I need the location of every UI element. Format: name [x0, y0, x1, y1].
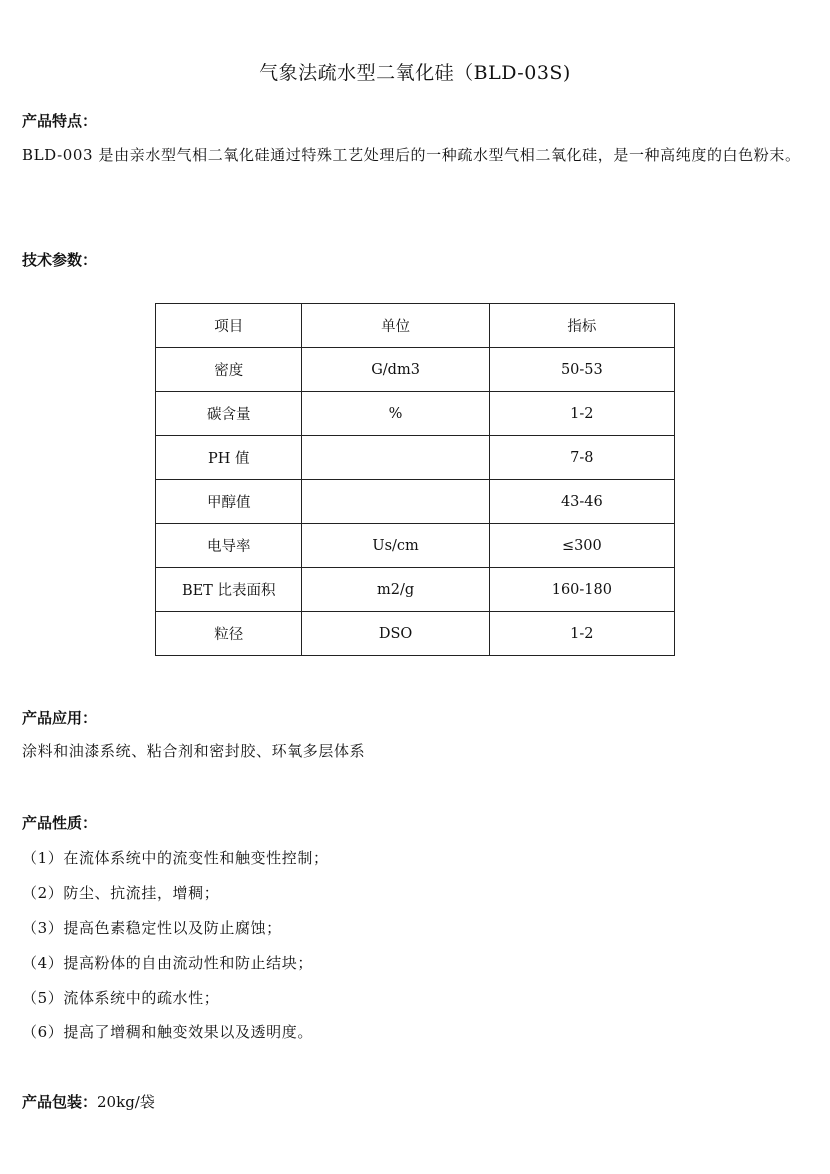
specs-heading: 技术参数：: [22, 251, 98, 269]
table-row: [156, 568, 675, 612]
packaging-line: [22, 1091, 155, 1112]
property-item: （2）防尘、抗流挂，增稠；: [22, 884, 220, 902]
table-header-row: [156, 304, 675, 348]
table-cell: 电导率: [156, 524, 302, 568]
table-cell: 碳含量: [156, 392, 302, 436]
table-cell: 43-46: [489, 480, 674, 524]
spec-table: [155, 303, 675, 656]
column-header: 项目: [156, 304, 302, 348]
table-cell: 160-180: [489, 568, 674, 612]
property-item: （5）流体系统中的疏水性；: [22, 989, 220, 1007]
column-header: 指标: [489, 304, 674, 348]
table-row: [156, 480, 675, 524]
table-row: [156, 612, 675, 656]
property-item: （1）在流体系统中的流变性和触变性控制；: [22, 849, 329, 867]
table-row: [156, 524, 675, 568]
table-row: [156, 436, 675, 480]
features-text: BLD-003 是由亲水型气相二氧化硅通过特殊工艺处理后的一种疏水型气相二氧化硅，是一种高纯度的白色粉末。: [22, 146, 801, 164]
application-text: 涂料和油漆系统、粘合剂和密封胶、环氧多层体系: [22, 742, 366, 760]
features-heading: 产品特点：: [22, 112, 98, 130]
table-cell: [302, 436, 489, 480]
table-cell: 粒径: [156, 612, 302, 656]
property-item: （4）提高粉体的自由流动性和防止结块；: [22, 954, 313, 972]
table-cell: 1-2: [489, 392, 674, 436]
table-cell: [302, 480, 489, 524]
table-cell: G/dm3: [302, 348, 489, 392]
table-cell: 50-53: [489, 348, 674, 392]
table-row: [156, 392, 675, 436]
table-cell: DSO: [302, 612, 489, 656]
table-cell: PH 值: [156, 436, 302, 480]
table-cell: 密度: [156, 348, 302, 392]
table-cell: Us/cm: [302, 524, 489, 568]
table-cell: %: [302, 392, 489, 436]
column-header: 单位: [302, 304, 489, 348]
property-item: （6）提高了增稠和触变效果以及透明度。: [22, 1023, 313, 1041]
table-cell: m2/g: [302, 568, 489, 612]
page-title: 气象法疏水型二氧化硅（BLD-03S): [259, 62, 571, 84]
packaging-value: 20kg/袋: [97, 1093, 155, 1111]
packaging-label: 产品包装：: [22, 1093, 98, 1111]
property-item: （3）提高色素稳定性以及防止腐蚀；: [22, 919, 282, 937]
table-cell: 甲醇值: [156, 480, 302, 524]
table-cell: 7-8: [489, 436, 674, 480]
table-cell: BET 比表面积: [156, 568, 302, 612]
application-heading: 产品应用：: [22, 709, 98, 727]
table-cell: 1-2: [489, 612, 674, 656]
properties-heading: 产品性质：: [22, 814, 98, 832]
table-row: [156, 348, 675, 392]
table-cell: ≤300: [489, 524, 674, 568]
